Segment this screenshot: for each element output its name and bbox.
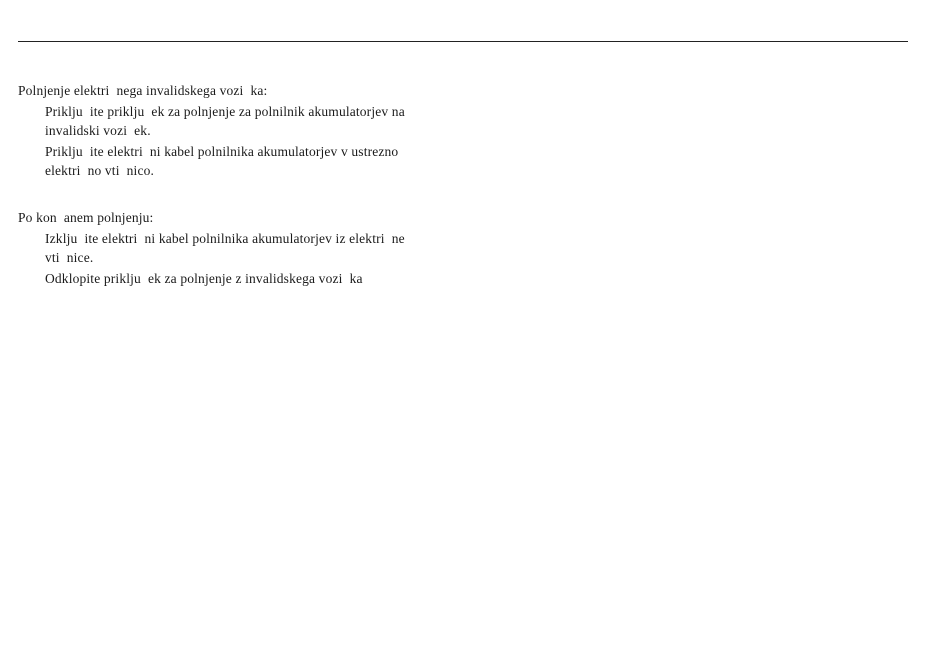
- charging-step-2: Priklju ite elektri ni kabel polnilnika akumulatorjev v ustrezno elektri no vti nico.: [45, 144, 399, 178]
- charging-section: [18, 82, 488, 183]
- after-charging-heading: Po kon anem polnjenju:: [18, 210, 154, 225]
- after-charging-section: [18, 209, 488, 292]
- after-charging-step-2: Odklopite priklju ek za polnjenje z invalidskega vozi ka: [45, 271, 363, 286]
- charging-step-1: Priklju ite priklju ek za polnjenje za polnilnik akumulatorjev na invalidski vozi ek.: [45, 104, 405, 138]
- after-charging-steps-list: [18, 230, 488, 289]
- charging-steps-list: [18, 103, 488, 180]
- after-charging-step-1: Izklju ite elektri ni kabel polnilnika akumulatorjev iz elektri ne vti nice.: [45, 231, 405, 265]
- header-rule: [18, 41, 908, 42]
- charging-heading: Polnjenje elektri nega invalidskega vozi ka:: [18, 83, 268, 98]
